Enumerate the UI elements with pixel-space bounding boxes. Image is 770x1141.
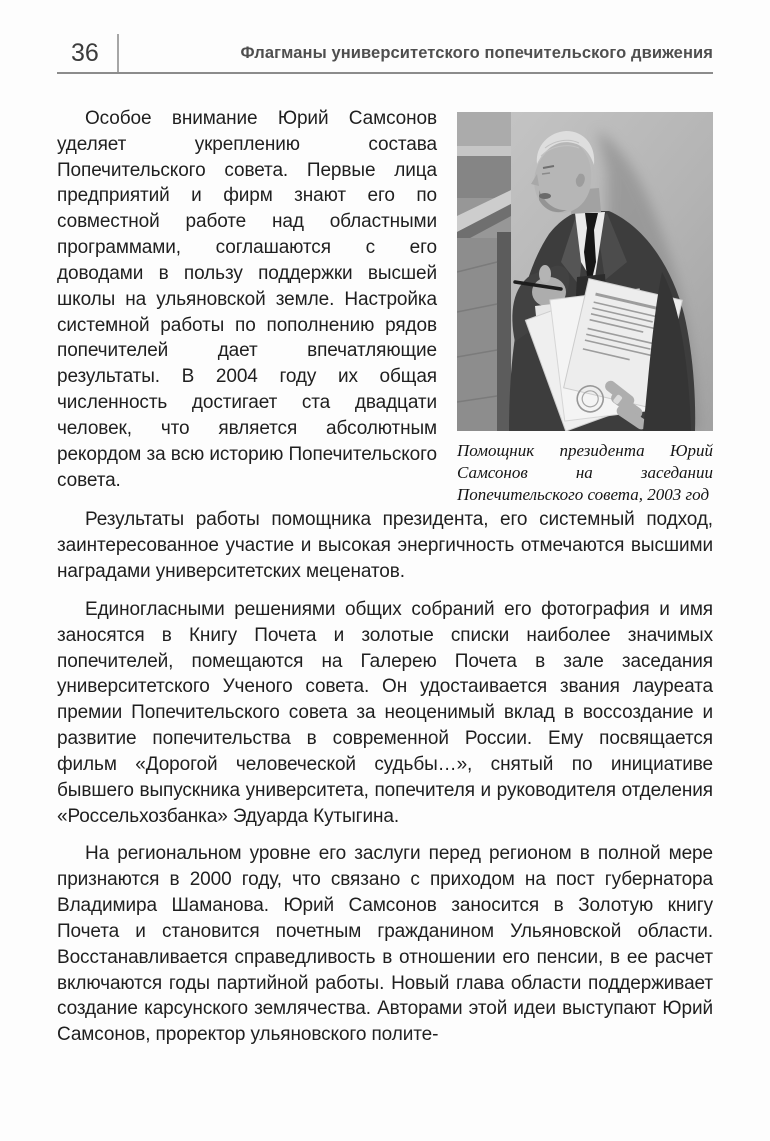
running-header: [57, 34, 713, 72]
photo-figure: [457, 112, 713, 505]
photo-caption: Помощник президента Юрий Самсонов на заседании Попечительского совета, 2003 год: [457, 441, 713, 504]
page-number: 36: [71, 38, 99, 67]
paragraph-1: Особое внимание Юрий Самсонов уделяет укреплению состава Попечительского совета. Первые лица предприятий и фирм знают его по совместной работе над областными программами, соглашаются с его доводами в пользу поддержки высшей школы на ульяновской земле. Настройка системной работы по пополнению рядов попечителей дает впечатляющие результаты. В 2004 году их общая численность достигает ста двадцати человек, что является абсолютным рекордом за всю историю Попечительского совета.: [57, 108, 437, 491]
first-text-block: [57, 106, 713, 505]
paragraph-4: На региональном уровне его заслуги перед регионом в полной мере признаются в 2000 году, что связано с приходом на пост губернатора Владимира Шаманова. Юрий Самсонов заносится в Золотую книгу Почета и становится почетным гражданином Ульяновской области. Восстанавливается справедливость в отношении его пенсии, в ее расчет включаются годы партийной работы. Новый глава области поддерживает создание карсунского землячества. Авторами этой идеи выступают Юрий Самсонов, проректор ульяновского полите-: [57, 843, 713, 1046]
article-body: [57, 106, 713, 1048]
header-rule: [57, 72, 713, 74]
paragraph-2: Результаты работы помощника президента, его системный подход, заинтересованное участие и высокая энергичность отмечаются высшими наградами университетских меценатов.: [57, 509, 713, 583]
running-title: Флагманы университетского попечительского движения: [240, 43, 713, 62]
portrait-photo: [457, 112, 713, 431]
paragraph-3: Единогласными решениями общих собраний его фотография и имя заносятся в Книгу Почета и золотые списки наиболее значимых попечителей, помещаются на Галерею Почета в зале заседания университетского Ученого совета. Он удостаивается звания лауреата премии Попечительского совета за неоценимый вклад в воссоздание и развитие попечительства в современной России. Ему посвящается фильм «Дорогой человеческой судьбы…», снятый по инициативе бывшего выпускника университета, попечителя и руководителя отделения «Россельхозбанка» Эдуарда Кутыгина.: [57, 598, 713, 827]
